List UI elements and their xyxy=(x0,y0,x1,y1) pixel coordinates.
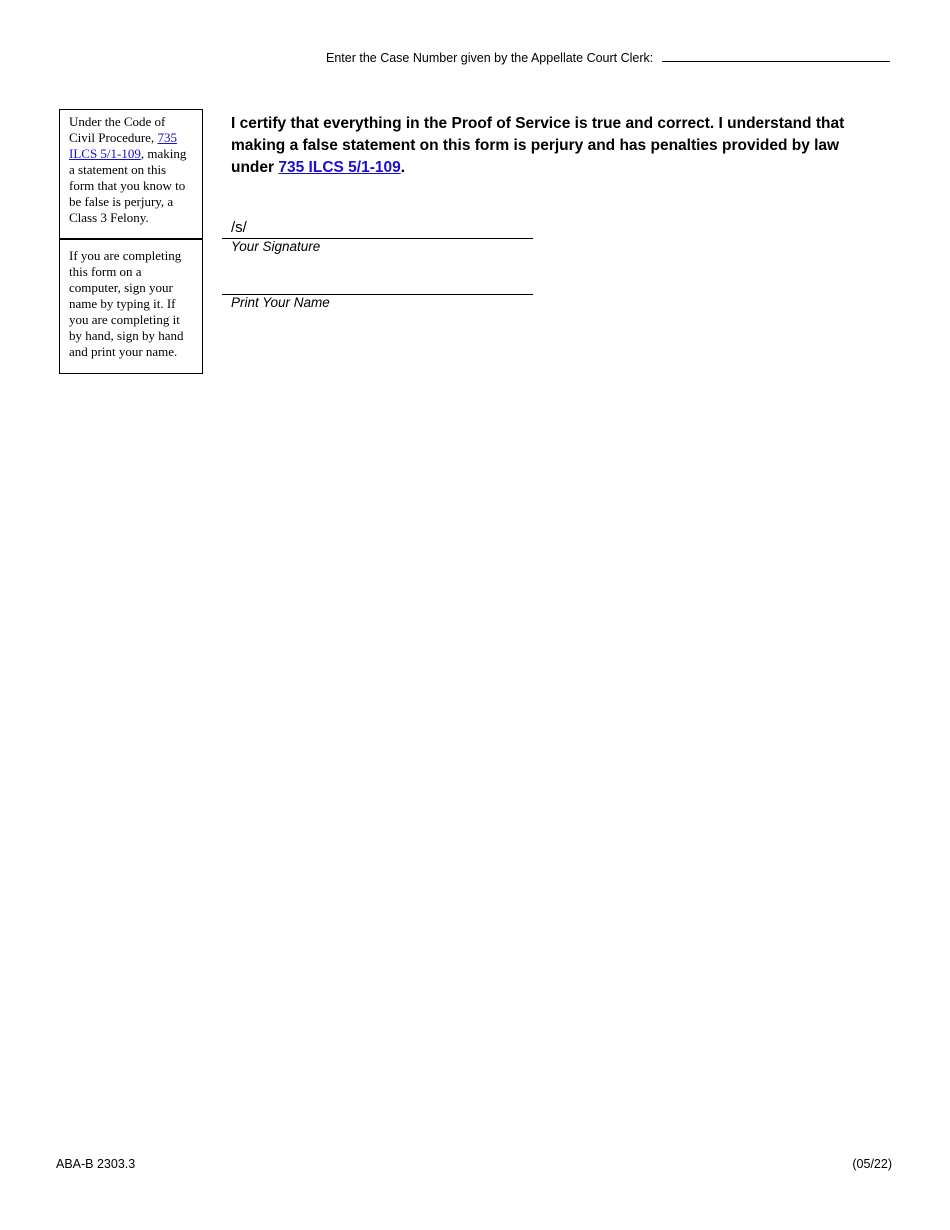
perjury-warning-box xyxy=(59,109,203,239)
case-number-row xyxy=(326,47,890,65)
signing-instructions-box xyxy=(59,239,203,374)
statute-link-sidebar[interactable]: 735 ILCS 5/1-109 xyxy=(69,130,177,161)
print-name-label: Print Your Name xyxy=(231,295,330,310)
signing-instructions-text: If you are completing this form on a computer, sign your name by typing it. If you are completing it by hand, sign by hand and print your name. xyxy=(69,248,184,359)
signature-label: Your Signature xyxy=(231,239,321,254)
form-id: ABA-B 2303.3 xyxy=(56,1157,136,1171)
case-number-field[interactable] xyxy=(662,47,890,62)
certification-statement xyxy=(231,113,851,179)
perjury-warning-text: Under the Code of Civil Procedure, xyxy=(69,114,166,145)
case-number-label: Enter the Case Number given by the Appellate Court Clerk: xyxy=(326,51,654,65)
form-revision: (05/22) xyxy=(852,1157,892,1171)
signature-field[interactable]: /s/ xyxy=(231,219,247,236)
certification-text: I certify that everything in the Proof of Service is true and correct. I understand that making a false statement on this form is perjury and has penalties provided by law under xyxy=(231,115,845,176)
certification-period: . xyxy=(400,159,406,176)
statute-link-certification[interactable]: 735 ILCS 5/1-109 xyxy=(278,159,401,176)
perjury-warning-text-cont: , making a statement on this form that you know to be false is perjury, a Class 3 Felony. xyxy=(69,146,187,225)
